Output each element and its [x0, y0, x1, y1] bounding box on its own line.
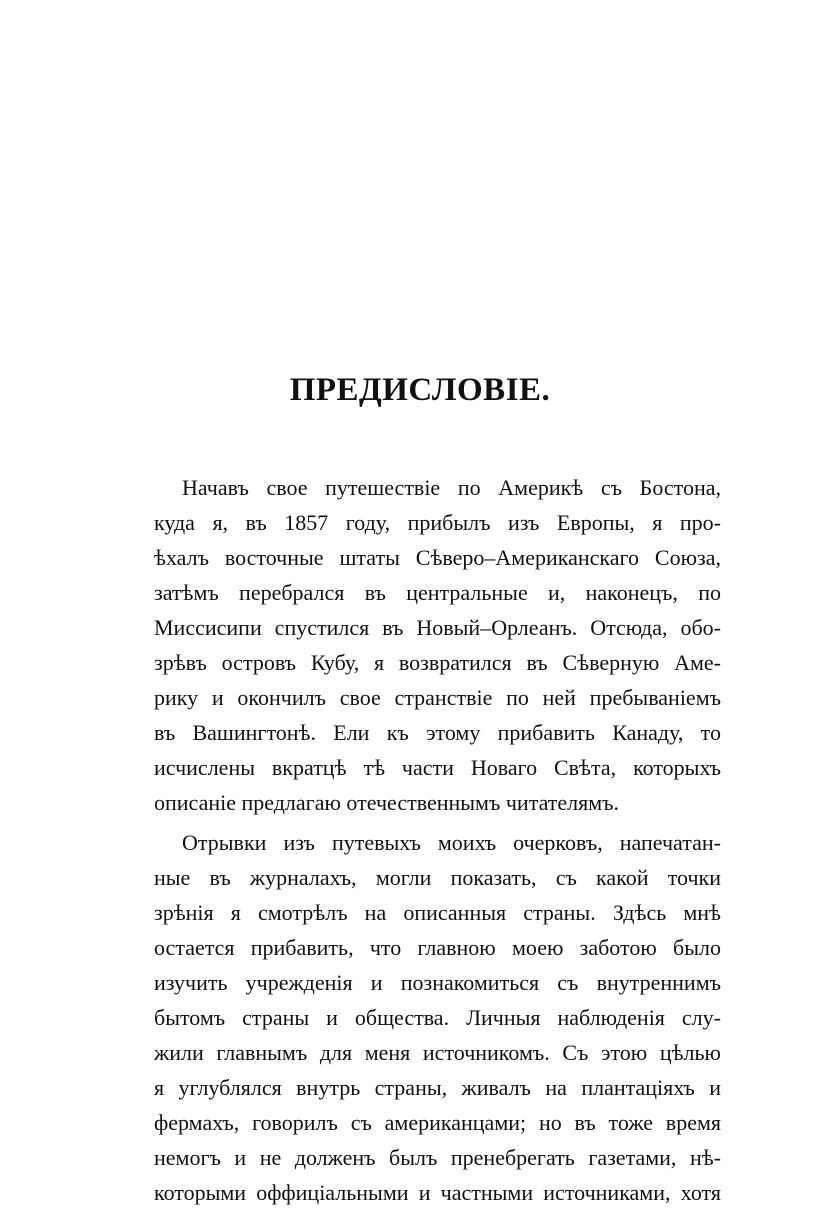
- text-line: немогъ и не долженъ былъ пренебрегать газетами, нѣ-: [154, 1145, 721, 1170]
- text-line: жили главнымъ для меня источникомъ. Съ этою цѣлью: [154, 1040, 721, 1065]
- text-line: описаніе предлагаю отечественнымъ читателямъ.: [154, 790, 620, 815]
- text-line: Отрывки изъ путевыхъ моихъ очерковъ, напечатан-: [182, 830, 721, 855]
- text-line: ные въ журналахъ, могли показать, съ какой точки: [154, 865, 721, 890]
- text-line: Миссисипи спустился въ Новый–Орлеанъ. Отсюда, обо-: [154, 615, 721, 640]
- text-line: зрѣвъ островъ Кубу, я возвратился въ Сѣверную Аме-: [154, 650, 721, 675]
- text-line: рику и окончилъ свое странствіе по ней пребываніемъ: [154, 685, 721, 710]
- text-line: остается прибавить, что главною моею заботою было: [154, 935, 721, 960]
- text-line: фермахъ, говорилъ съ американцами; но въ тоже время: [154, 1110, 721, 1135]
- text-line: куда я, въ 1857 году, прибылъ изъ Европы, я про-: [154, 510, 721, 535]
- text-line: я углублялся внутрь страны, живалъ на плантаціяхъ и: [154, 1075, 721, 1100]
- text-line: исчислены вкратцѣ тѣ части Новаго Свѣта, которыхъ: [154, 755, 721, 780]
- paragraph-1: [154, 470, 721, 820]
- text-line: Начавъ свое путешествіе по Америкѣ съ Бостона,: [182, 475, 721, 500]
- text-line: ѣхалъ восточные штаты Сѣверо–Американскаго Союза,: [154, 545, 721, 570]
- text-line: бытомъ страны и общества. Личныя наблюденія слу-: [154, 1005, 721, 1030]
- text-line: въ Вашингтонѣ. Ели къ этому прибавить Канаду, то: [154, 720, 721, 745]
- text-line: зрѣнія я смотрѣлъ на описанныя страны. Здѣсь мнѣ: [154, 900, 721, 925]
- text-line: затѣмъ перебрался въ центральные и, наконецъ, по: [154, 580, 721, 605]
- text-line: изучить учрежденія и познакомиться съ внутреннимъ: [154, 970, 721, 995]
- page-title: ПРЕДИСЛОВІЕ.: [289, 372, 551, 408]
- preface-text: [154, 470, 721, 1210]
- paragraph-2: [154, 825, 721, 1210]
- text-line: которыми оффиціальными и частными источниками, хотя: [154, 1180, 721, 1205]
